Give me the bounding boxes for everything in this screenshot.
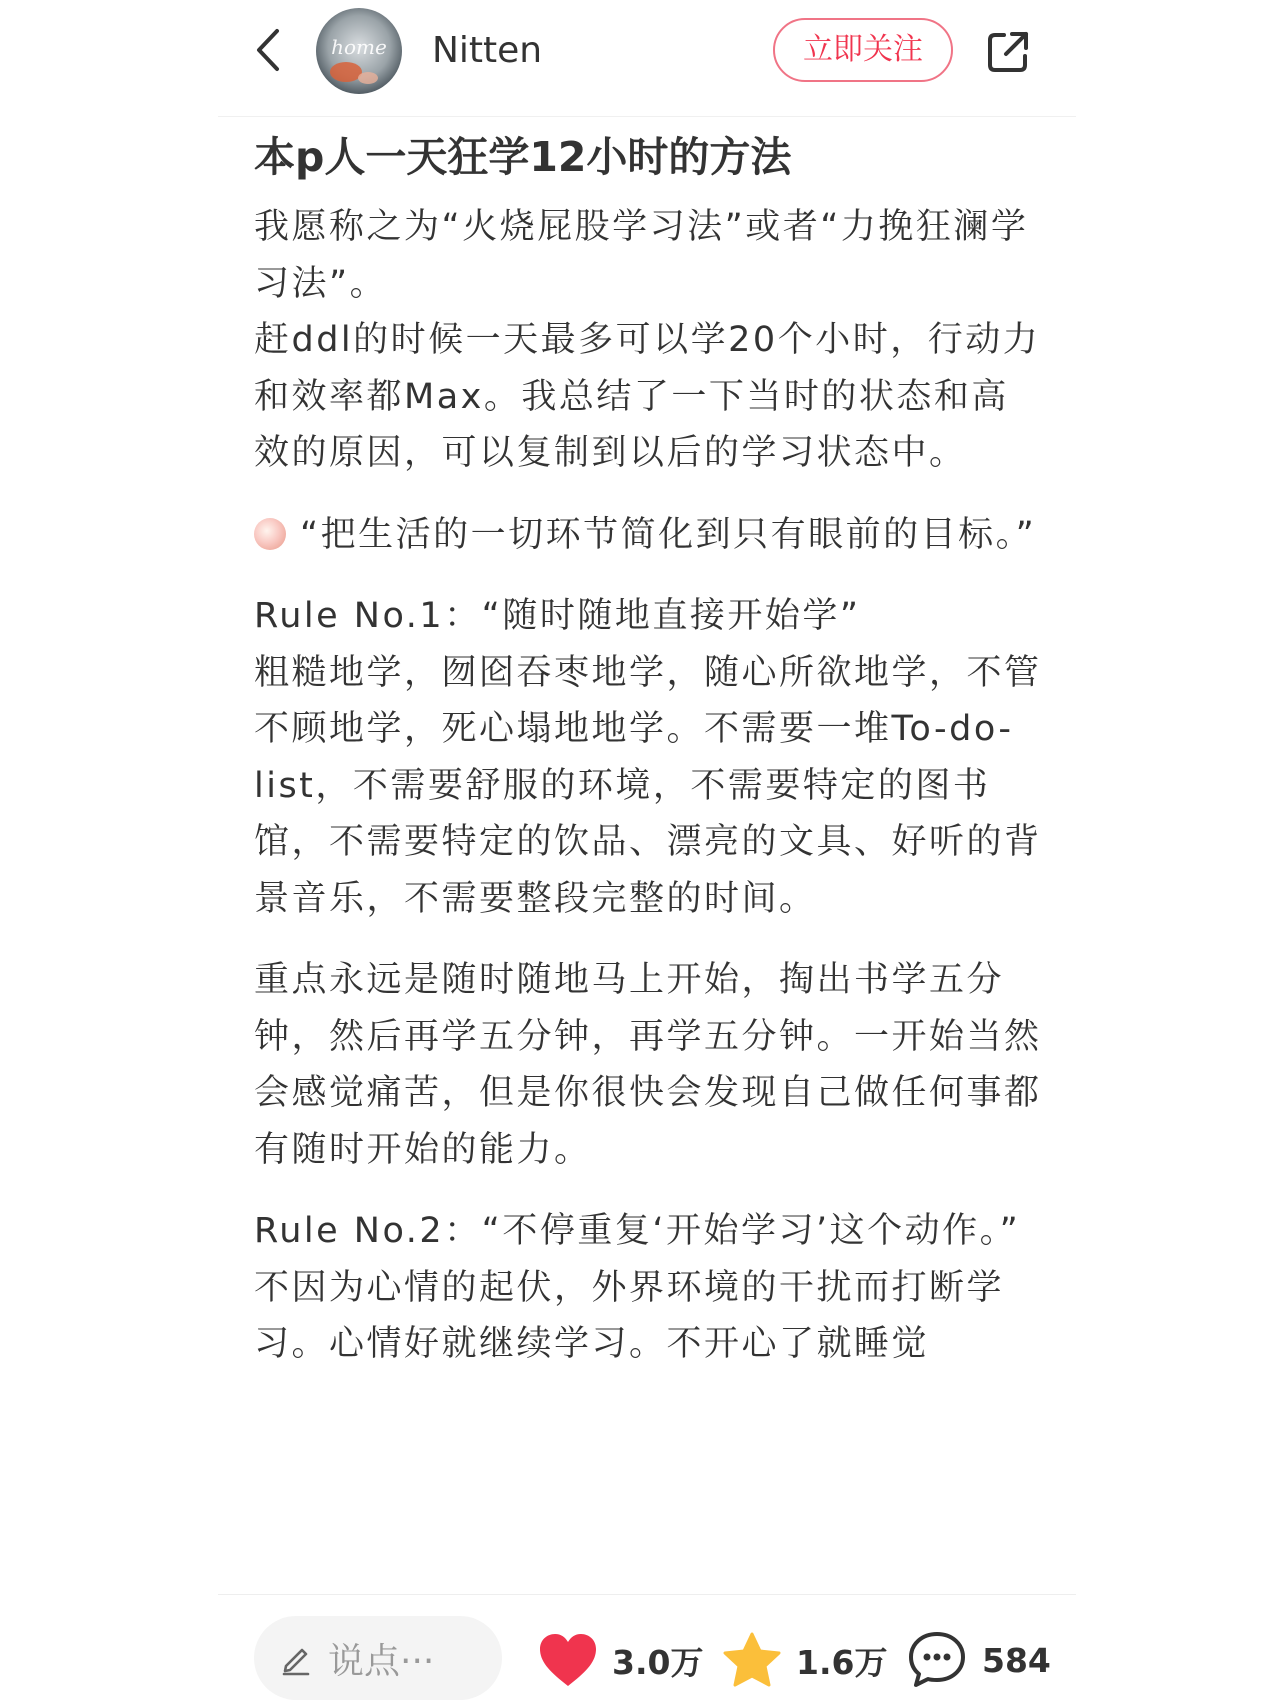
- share-icon: [984, 28, 1032, 76]
- comment-button[interactable]: [906, 1628, 1051, 1692]
- back-button[interactable]: [248, 26, 288, 74]
- chevron-left-icon: [253, 27, 283, 73]
- like-button[interactable]: [538, 1628, 703, 1692]
- favorite-count: 1.6万: [796, 1642, 888, 1682]
- share-button[interactable]: [984, 28, 1032, 76]
- author-name[interactable]: Nitten: [432, 30, 543, 71]
- post-title: 本p人一天狂学12小时的方法: [254, 133, 792, 181]
- body-paragraph: 不因为心情的起伏，外界环境的干扰而打断学习。心情好就继续学习。不开心了就睡觉: [254, 1267, 1005, 1364]
- body-paragraph-quote: [254, 507, 1044, 564]
- chat-bubble-icon: [906, 1630, 968, 1690]
- rule-heading: Rule No.2：“不停重复‘开始学习’这个动作。”: [254, 1211, 1021, 1251]
- comment-count: 584: [982, 1640, 1051, 1680]
- body-paragraph: 我愿称之为“火烧屁股学习法”或者“力挽狂澜学习法”。: [254, 207, 1029, 304]
- pencil-icon: [278, 1640, 314, 1676]
- header-divider: [218, 116, 1076, 117]
- body-paragraph: 重点永远是随时随地马上开始，掏出书学五分钟，然后再学五分钟，再学五分钟。一开始当然会感觉痛苦，但是你很快会发现自己做任何事都有随时开始的能力。: [254, 960, 1042, 1170]
- comment-placeholder: 说点···: [328, 1640, 435, 1682]
- body-paragraph: 赶ddl的时候一天最多可以学20个小时，行动力和效率都Max。我总结了一下当时的状态和高效的原因，可以复制到以后的学习状态中。: [254, 320, 1041, 473]
- avatar-script-text: home: [331, 35, 387, 59]
- post-header: [0, 0, 1280, 116]
- body-paragraph: 粗糙地学，囫囵吞枣地学，随心所欲地学，不管不顾地学，死心塌地地学。不需要一堆To-do-list，不需要舒服的环境，不需要特定的图书馆，不需要特定的饮品、漂亮的文具、好听的背景音乐，不需要整段完整的时间。: [254, 652, 1042, 919]
- author-avatar[interactable]: [316, 8, 402, 94]
- avatar-image: [316, 8, 402, 94]
- star-icon: [722, 1631, 782, 1689]
- favorite-button[interactable]: [722, 1628, 887, 1692]
- heart-icon: [538, 1632, 598, 1688]
- like-count: 3.0万: [612, 1642, 704, 1682]
- post-body: [254, 199, 1044, 1373]
- comment-input[interactable]: [254, 1616, 502, 1700]
- follow-button[interactable]: 立即关注: [773, 18, 953, 82]
- pearl-emoji-icon: [254, 518, 286, 550]
- quote-text: “把生活的一切环节简化到只有眼前的目标。”: [300, 514, 1037, 555]
- rule-heading: Rule No.1：“随时随地直接开始学”: [254, 596, 861, 636]
